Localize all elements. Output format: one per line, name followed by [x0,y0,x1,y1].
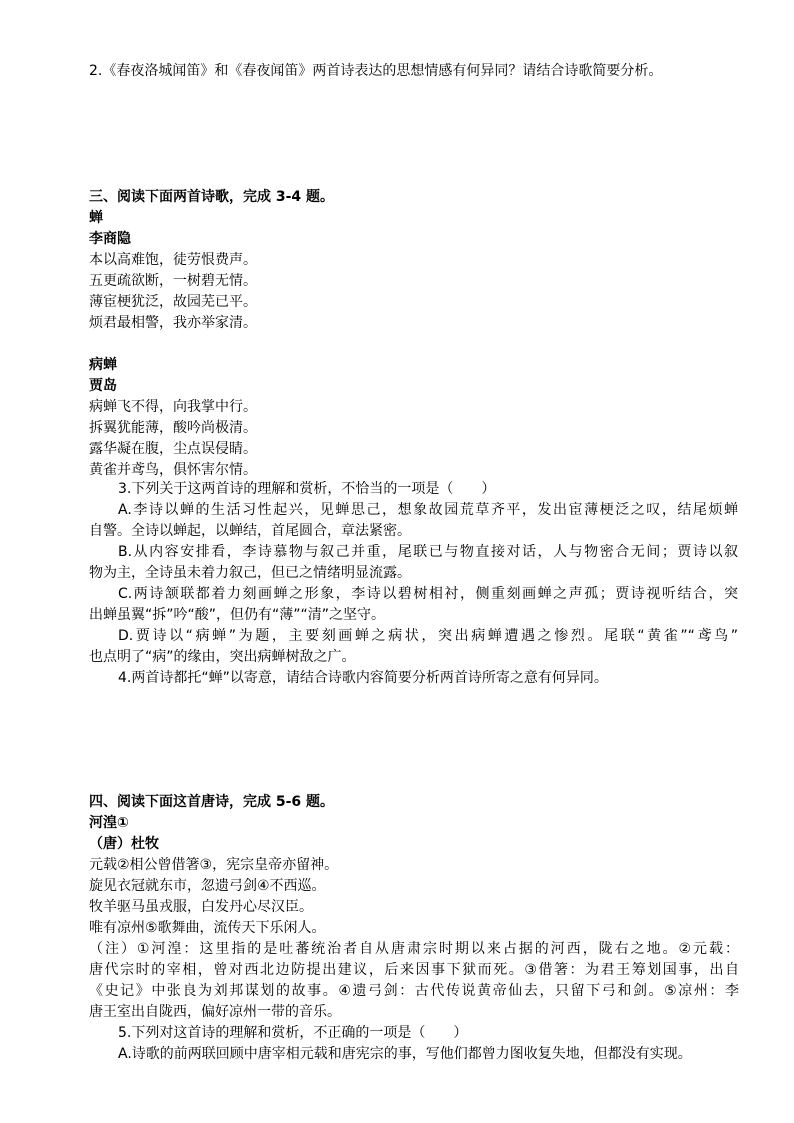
question-3-option-a-cont: 自警。全诗以蝉起，以蝉结，首尾圆合，章法紧密。 [89,523,411,539]
poem-1-line: 薄宦梗犹泛，故园芜已平。 [89,294,257,310]
poem-1-line: 烦君最相警，我亦举家清。 [89,315,257,331]
section-4-heading: 四、阅读下面这首唐诗，完成 5-6 题。 [89,794,335,810]
poem-3-line: 旋见衣冠就东市，忽遗弓剑④不西巡。 [89,878,326,894]
poem-2-title: 病蝉 [89,357,117,373]
poem-3-line: 唯有凉州⑤歌舞曲，流传天下乐闲人。 [89,920,326,936]
poem-2-line: 露华凝在腹，尘点误侵睛。 [89,441,257,457]
question-3: 3.下列关于这两首诗的理解和赏析，不恰当的一项是（ ） [118,481,496,497]
poem-3-line: 牧羊驱马虽戎服，白发丹心尽汉臣。 [89,899,313,915]
poem-2-line: 黄雀并鸢鸟，俱怀害尔情。 [89,462,257,478]
poem-2-author: 贾岛 [89,378,117,394]
question-2: 2.《春夜洛城闻笛》和《春夜闻笛》两首诗表达的思想情感有何异同？请结合诗歌简要分析。 [89,63,663,79]
poem-1-title: 蝉 [89,210,103,226]
poem-3-note: （注）①河湟：这里指的是吐蕃统治者自从唐肃宗时期以来占据的河西，陇右之地。②元载： [89,941,739,957]
question-3-option-c: C.两诗颔联都着力刻画蝉之形象，李诗以碧树相衬，侧重刻画蝉之声孤；贾诗视听结合，突 [118,586,738,602]
question-3-option-d-cont: 也点明了“病”的缘由，突出病蝉树敌之广。 [89,649,356,665]
question-3-option-b: B.从内容安排看，李诗慕物与叙己并重，尾联已与物直接对话，人与物密合无间；贾诗以叙 [118,544,738,560]
poem-3-title: 河湟① [89,815,129,831]
poem-3-note-cont: 唐王室出自陇西，偏好凉州一带的音乐。 [89,1004,341,1020]
poem-1-line: 本以高难饱，徒劳恨费声。 [89,252,257,268]
poem-1-line: 五更疏欲断，一树碧无情。 [89,273,257,289]
section-3-heading: 三、阅读下面两首诗歌，完成 3-4 题。 [89,189,335,205]
poem-3-note-cont: 唐代宗时的宰相，曾对西北边防提出建议，后来因事下狱而死。③借箸：为君王筹划国事，出自 [89,962,739,978]
poem-1-author: 李商隐 [89,231,131,247]
question-5-option-a: A.诗歌的前两联回顾中唐宰相元载和唐宪宗的事，写他们都曾力图收复失地，但都没有实现。 [118,1046,692,1062]
poem-3-note-cont: 《史记》中张良为刘邦谋划的故事。④遗弓剑：古代传说黄帝仙去，只留下弓和剑。⑤凉州：李 [89,983,739,999]
poem-3-line: 元载②相公曾借箸③，宪宗皇帝亦留神。 [89,857,339,873]
poem-2-line: 拆翼犹能薄，酸吟尚极清。 [89,420,257,436]
question-3-option-d: D.贾诗以“病蝉”为题，主要刻画蝉之病状，突出病蝉遭遇之惨烈。尾联“黄雀”“鸢鸟” [118,628,738,644]
question-3-option-a: A.李诗以蝉的生活习性起兴，见蝉思己，想象故园荒草齐平，发出宦薄梗泛之叹，结尾烦蝉 [118,502,738,518]
poem-3-author: （唐）杜牧 [89,836,159,852]
question-3-option-b-cont: 物为主，全诗虽未着力叙己，但已之情绪明显流露。 [89,565,411,581]
question-4: 4.两首诗都托“蝉”以寄意，请结合诗歌内容简要分析两首诗所寄之意有何异同。 [118,670,608,686]
question-3-option-c-cont: 出蝉虽翼“拆”吟“酸”，但仍有“薄”“清”之坚守。 [89,607,386,623]
poem-2-line: 病蝉飞不得，向我掌中行。 [89,399,257,415]
question-5: 5.下列对这首诗的理解和赏析，不正确的一项是（ ） [118,1025,468,1041]
